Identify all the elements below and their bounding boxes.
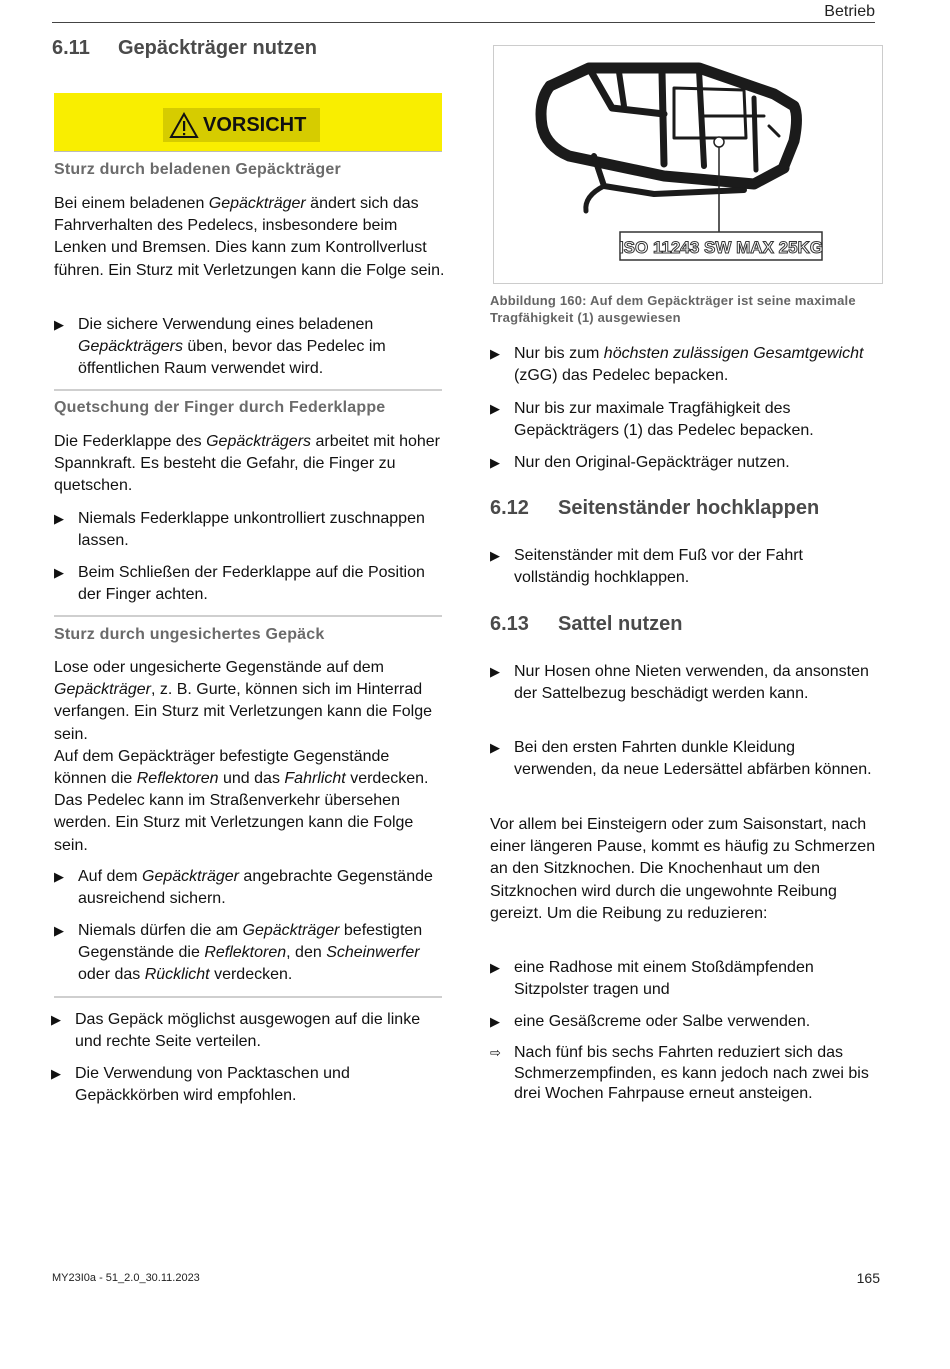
text-run-italic: Gepäckträger [242, 922, 340, 939]
text-run: Die Federklappe des [54, 433, 207, 450]
text-run-italic: höchsten zulässigen Gesamtgewicht [603, 345, 864, 362]
divider [54, 996, 442, 998]
step-arrow-icon: ▶ [490, 548, 500, 563]
step-text: eine Radhose mit einem Stoßdämpfenden Sitzpolster tragen und [514, 959, 814, 999]
step-arrow-icon: ▶ [490, 346, 500, 361]
step-text: Nur bis zur maximale Tragfähigkeit des Gepäckträgers (1) das Pedelec bepacken. [514, 400, 814, 440]
step-arrow-icon: ▶ [490, 740, 500, 755]
section-title: Seitenständer hochklappen [558, 497, 820, 519]
divider [54, 389, 442, 391]
right-step-1 [490, 343, 882, 387]
text-run-italic: Fahrlicht [284, 770, 346, 788]
step-arrow-icon: ▶ [490, 401, 500, 416]
section-heading-6-12 [490, 497, 819, 520]
text-run-italic: Scheinwerfer [326, 944, 420, 962]
text-run: arbeitet mit hoher Spannkraft. Es besteht die Gefahr, die Finger zu quetschen. [54, 433, 440, 495]
text-run: oder das [78, 966, 145, 984]
load-label-text: ISO 11243 SW MAX 25KG [618, 238, 824, 257]
hazard-step-2a [54, 508, 446, 552]
page-number: 165 [856, 1270, 880, 1286]
text-run: befestigten Gegenstände die [78, 922, 423, 962]
step-text: Die Verwendung von Packtaschen und Gepäckkörben wird empfohlen. [75, 1065, 350, 1105]
step-arrow-icon: ▶ [54, 565, 64, 580]
step-text: Beim Schließen der Federklappe auf die Position der Finger achten. [78, 564, 425, 604]
section-613-step-3 [490, 957, 882, 1001]
hazard-title-3: Sturz durch ungesichertes Gepäck [54, 626, 325, 643]
luggage-rack-figure [493, 45, 883, 284]
section-heading-6-11 [52, 37, 317, 60]
divider [54, 615, 442, 617]
text-run: Auf dem Gepäckträger befestigte Gegenstände können die [54, 747, 390, 788]
luggage-rack-image [494, 46, 882, 283]
step-text: Seitenständer mit dem Fuß vor der Fahrt vollständig hochklappen. [514, 547, 803, 587]
step-arrow-icon: ▶ [51, 1012, 61, 1027]
warning-triangle-icon [169, 112, 199, 139]
text-run-italic: Gepäckträger [142, 868, 239, 885]
hazard-step-2b [54, 562, 446, 606]
step-arrow-icon: ▶ [54, 317, 64, 332]
step-text: Das Gepäck möglichst ausgewogen auf die linke und rechte Seite verteilen. [75, 1011, 421, 1051]
hazard-text-3 [54, 657, 446, 857]
text-run: Niemals dürfen die am [78, 922, 243, 939]
step-text: Niemals Federklappe unkontrolliert zuschnappen lassen. [78, 510, 425, 550]
warning-label [163, 108, 320, 142]
text-run: üben, bevor das Pedelec im öffentlichen Raum verwendet wird. [78, 338, 386, 378]
step-arrow-icon: ▶ [490, 455, 500, 470]
text-run: ändert sich das Fahrverhalten des Pedelecs, insbesondere beim Lenken und Bremsen. Dies kann zum Kontrollverlust führen. Ein Sturz mit Verletzungen kann die Folge sein. [54, 195, 445, 279]
step-text: Nur Hosen ohne Nieten verwenden, da ansonsten der Sattelbezug beschädigt werden kann. [514, 663, 869, 703]
text-run-italic: Rücklicht [144, 966, 210, 984]
step-text: Bei den ersten Fahrten dunkle Kleidung verwenden, da neue Ledersättel abfärben können. [514, 739, 872, 779]
header-divider [52, 22, 875, 23]
step-arrow-icon: ▶ [490, 664, 500, 679]
section-612-step [490, 545, 882, 589]
section-613-paragraph: Vor allem bei Einsteigern oder zum Saisonstart, nach einer längeren Pause, kommt es häufig zu Schmerzen an den Sitzknochen. Die Knochenhaut um den Sitzknochen wird durch die ungewohnte Reibung gereizt. Um die Reibung zu reduzieren: [490, 816, 876, 922]
hazard-text-1 [54, 193, 446, 282]
text-run: und das [218, 770, 285, 788]
section-number: 6.13 [490, 613, 529, 635]
hazard-title-1: Sturz durch beladenen Gepäckträger [54, 161, 341, 178]
section-613-step-4 [490, 1011, 882, 1033]
left-step-2 [51, 1063, 443, 1107]
hazard-text-2 [54, 431, 446, 498]
warning-text: VORSICHT [203, 113, 307, 136]
result-arrow-icon: ⇨ [490, 1045, 501, 1060]
right-step-3 [490, 452, 882, 474]
text-run-italic: Reflektoren [136, 770, 219, 788]
hazard-step-1 [54, 314, 446, 381]
hazard-step-3b [54, 920, 446, 987]
text-run: , den [286, 944, 327, 962]
text-run: Die sichere Verwendung eines beladenen [78, 316, 374, 333]
result-text: Nach fünf bis sechs Fahrten reduziert sich das Schmerzempfinden, es kann jedoch nach zwei bis drei Wochen Fahrpause erneut ansteigen. [514, 1044, 869, 1102]
step-arrow-icon: ▶ [490, 960, 500, 975]
document-id: MY23I0a - 51_2.0_30.11.2023 [52, 1272, 200, 1284]
left-step-1 [51, 1009, 443, 1053]
step-arrow-icon: ▶ [51, 1066, 61, 1081]
section-613-step-1 [490, 661, 882, 705]
hazard-title-2: Quetschung der Finger durch Federklappe [54, 399, 386, 416]
step-text: Nur den Original-Gepäckträger nutzen. [514, 454, 790, 471]
step-text: eine Gesäßcreme oder Salbe verwenden. [514, 1013, 811, 1030]
text-run-italic: Gepäckträger [208, 195, 306, 212]
step-arrow-icon: ▶ [490, 1014, 500, 1029]
text-run-italic: Reflektoren [204, 944, 287, 962]
text-run: , z. B. Gurte, können sich im Hinterrad verfangen. Ein Sturz mit Verletzungen kann die Folge sein. [54, 681, 432, 743]
section-title: Sattel nutzen [558, 613, 683, 635]
text-run: Lose oder ungesicherte Gegenstände auf dem [54, 659, 385, 676]
text-run: verdecken. Das Pedelec kann im Straßenverkehr übersehen werden. Ein Sturz mit Verletzungen kann die Folge sein. [54, 770, 429, 854]
step-arrow-icon: ▶ [54, 511, 64, 526]
section-613-result [490, 1043, 882, 1105]
right-step-2 [490, 398, 882, 442]
text-run-italic: Gepäckträgers [78, 338, 183, 356]
figure-caption: Abbildung 160: Auf dem Gepäckträger ist seine maximale Tragfähigkeit (1) ausgewiesen [490, 293, 856, 325]
section-title: Gepäckträger nutzen [118, 37, 317, 59]
text-run: verdecken. [209, 966, 293, 984]
section-number: 6.12 [490, 497, 529, 519]
text-run: (zGG) das Pedelec bepacken. [514, 367, 729, 385]
text-run: Bei einem beladenen [54, 195, 209, 212]
section-heading-6-13 [490, 613, 682, 636]
section-number: 6.11 [52, 37, 90, 59]
step-arrow-icon: ▶ [54, 923, 64, 938]
text-run: Auf dem [78, 868, 143, 885]
text-run: Nur bis zum [514, 345, 604, 362]
text-run: angebrachte Gegenstände ausreichend sichern. [78, 868, 433, 908]
step-arrow-icon: ▶ [54, 869, 64, 884]
section-613-step-2 [490, 737, 882, 781]
running-header: Betrieb [824, 3, 875, 20]
text-run-italic: Gepäckträgers [206, 433, 312, 450]
text-run-italic: Gepäckträger [54, 681, 151, 699]
hazard-step-3a [54, 866, 446, 910]
